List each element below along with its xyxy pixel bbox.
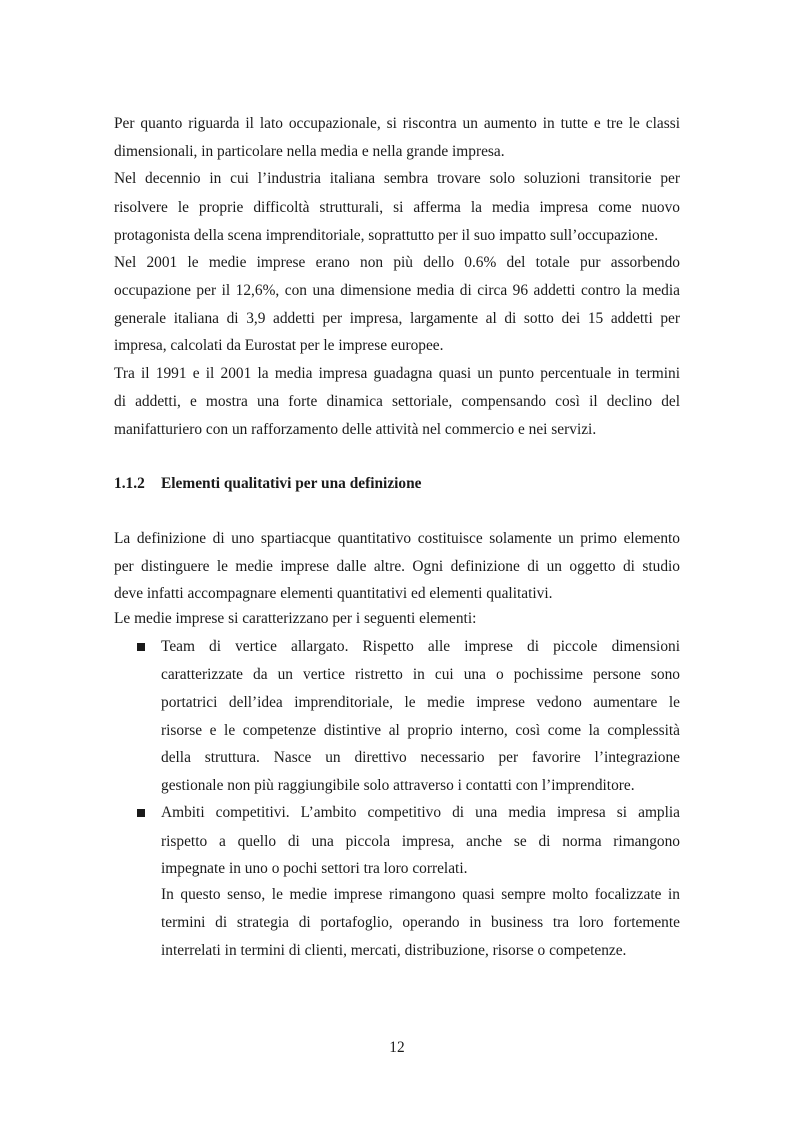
section-heading <box>114 474 680 494</box>
square-bullet-icon <box>137 643 145 651</box>
text-line: occupazione per il 12,6%, con una dimensione media di circa 96 addetti contro la media <box>114 282 680 299</box>
text-line: Tra il 1991 e il 2001 la media impresa guadagna quasi un punto percentuale in termini <box>114 365 680 382</box>
text-line: della struttura. Nasce un direttivo necessario per favorire l’integrazione <box>161 749 680 766</box>
text-line: In questo senso, le medie imprese rimangono quasi sempre molto focalizzate in <box>161 886 680 903</box>
text-line: di addetti, e mostra una forte dinamica settoriale, compensando così il declino del <box>114 393 680 410</box>
text-line: Team di vertice allargato. Rispetto alle imprese di piccole dimensioni <box>161 638 680 655</box>
section-number: 1.1.2 <box>114 475 145 492</box>
text-line: Nel decennio in cui l’industria italiana sembra trovare solo soluzioni transitorie per <box>114 170 680 187</box>
text-line: manifatturiero con un rafforzamento delle attività nel commercio e nei servizi. <box>114 421 597 438</box>
text-line: dimensionali, in particolare nella media e nella grande impresa. <box>114 143 505 160</box>
text-line: risolvere le proprie difficoltà strutturali, si afferma la media impresa come nuovo <box>114 199 680 216</box>
text-line: interrelati in termini di clienti, mercati, distribuzione, risorse o competenze. <box>161 942 627 959</box>
text-line: Ambiti competitivi. L’ambito competitivo di una media impresa si amplia <box>161 804 680 821</box>
text-line: rispetto a quello di una piccola impresa, anche se di norma rimangono <box>161 833 680 850</box>
text-line: gestionale non più raggiungibile solo attraverso i contatti con l’imprenditore. <box>161 777 635 794</box>
text-line: risorse e le competenze distintive al proprio interno, così come la complessità <box>161 722 680 739</box>
text-line: portatrici dell’idea imprenditoriale, le medie imprese vedono aumentare le <box>161 694 680 711</box>
text-line: Per quanto riguarda il lato occupazionale, si riscontra un aumento in tutte e tre le classi <box>114 115 680 132</box>
section-title: Elementi qualitativi per una definizione <box>161 475 422 492</box>
text-line: generale italiana di 3,9 addetti per impresa, largamente al di sotto dei 15 addetti per <box>114 310 680 327</box>
text-line: La definizione di uno spartiacque quantitativo costituisce solamente un primo elemento <box>114 530 680 547</box>
text-line: impresa, calcolati da Eurostat per le imprese europee. <box>114 337 444 354</box>
square-bullet-icon <box>137 809 145 817</box>
list-intro: Le medie imprese si caratterizzano per i seguenti elementi: <box>114 610 477 627</box>
page-number: 12 <box>389 1039 405 1056</box>
text-line: termini di strategia di portafoglio, operando in business tra loro fortemente <box>161 914 680 931</box>
text-line: per distinguere le medie imprese dalle altre. Ogni definizione di un oggetto di studio <box>114 558 680 575</box>
text-line: caratterizzate da un vertice ristretto in cui una o pochissime persone sono <box>161 666 680 683</box>
text-line: deve infatti accompagnare elementi quantitativi ed elementi qualitativi. <box>114 585 553 602</box>
text-line: protagonista della scena imprenditoriale, soprattutto per il suo impatto sull’occupazione. <box>114 227 659 244</box>
text-line: impegnate in uno o pochi settori tra loro correlati. <box>161 860 468 877</box>
text-line: Nel 2001 le medie imprese erano non più dello 0.6% del totale pur assorbendo <box>114 254 680 271</box>
